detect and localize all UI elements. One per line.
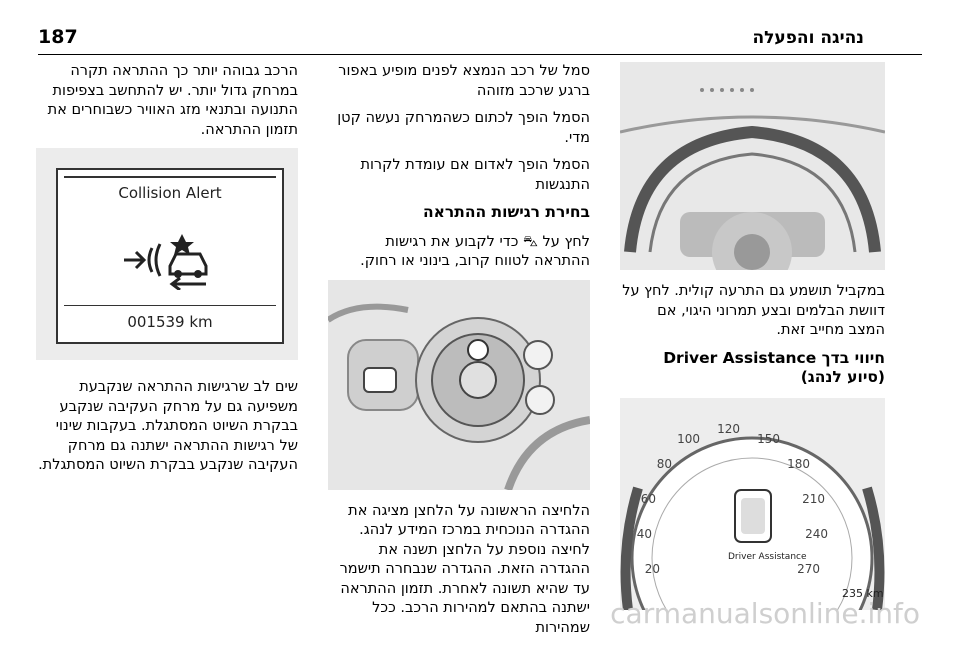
steering-wheel-graphic (328, 280, 590, 490)
svg-text:60: 60 (640, 491, 656, 506)
speedometer-illustration (620, 398, 885, 610)
paragraph-sensitivity-select: לחץ על ⛍ כדי לקבוע את רגישות ההתראה לטווח קרוב, בינוני או רחוק. (360, 233, 590, 269)
watermark: carmanualsonline.info (610, 597, 920, 630)
driver-assistance-label: Driver Assistance (728, 551, 807, 562)
paragraph-sensitivity-note: שים לב שרגישות ההתראה שנקבעת משפיעה גם על מרחק העקיבה שנקבע בבקרת השיוט המסתגלת. בעקבות שינוי של רגישות ההתראה ישתנה גם מרחק העקיבה שנקבע בבקרת השיוט המסתגלת. (38, 379, 298, 473)
paragraph-symbol-red: הסמל הופך לאדום אם עומדת לקרות התנגשות (360, 157, 590, 193)
speedometer-graphic (620, 398, 885, 610)
svg-text:120: 120 (717, 421, 740, 436)
collision-alert-illustration (36, 148, 298, 360)
paragraph-warning-action: במקביל תושמע גם התרעה קולית. לחץ על דוושת הבלמים ובצע תמרוני היגוי, אם המצב מחייב זאת. (622, 283, 885, 338)
svg-text:20: 20 (644, 561, 660, 576)
column-left (38, 62, 298, 484)
svg-text:80: 80 (656, 456, 672, 471)
dashboard-graphic (620, 62, 885, 270)
svg-text:150: 150 (757, 431, 780, 446)
column-middle (328, 62, 590, 646)
collision-alert-title: Collision Alert (118, 184, 222, 202)
steering-wheel-buttons-illustration (328, 280, 590, 490)
paragraph-speed-timing: הרכב גבוהה יותר כך ההתראה תקרה במרחק גדול יותר. יש להתחשב בצפיפות התנועה ובתנאי מזג האוויר כשבוחרים את תזמון ההתראה. (47, 63, 298, 138)
svg-text:100: 100 (677, 431, 700, 446)
paragraph-symbol-orange: הסמל הופך לכתום כשהמרחק נעשה קטן מדי. (337, 110, 590, 146)
svg-text:270: 270 (797, 561, 820, 576)
collision-alert-display (56, 168, 284, 344)
collision-alert-odometer: 001539 km (127, 312, 213, 331)
dashboard-illustration (620, 62, 885, 270)
paragraph-button-press: הלחיצה הראשונה על הלחצן מציגה את ההגדרה הנוכחית במרכז המידע לנהג. לחיצה נוספת על הלחצן תשנה את ההגדרה הזאת. ההגדרה שנבחרה תישמר עד שהיא תשונה לאחרת. תזמון ההתראה ישתנה בהתאם למהירות הרכב. ככל שמהירות (339, 502, 590, 636)
page-header (38, 26, 922, 52)
heading-alert-sensitivity: בחירת רגישות ההתראה (422, 203, 590, 221)
svg-text:210: 210 (802, 491, 825, 506)
page-number: 187 (38, 26, 78, 48)
header-rule (38, 54, 922, 55)
paragraph-symbol-gray: סמל של רכב הנמצא לפנים מופיע באפור ברגע שרכב מזוהה (338, 63, 590, 99)
display-top-rule (64, 176, 276, 178)
collision-warning-icon (120, 230, 220, 290)
svg-text:40: 40 (636, 526, 652, 541)
heading-driver-assistance: חיווי בדך Driver Assistance (סיוע לנהג) (663, 348, 885, 386)
column-right (620, 62, 885, 622)
svg-text:240: 240 (805, 526, 828, 541)
page-title: נהיגה והפעלה (752, 28, 864, 48)
speedometer-odometer: 235 km (842, 586, 884, 600)
svg-text:180: 180 (787, 456, 810, 471)
display-bottom-rule (64, 305, 276, 307)
